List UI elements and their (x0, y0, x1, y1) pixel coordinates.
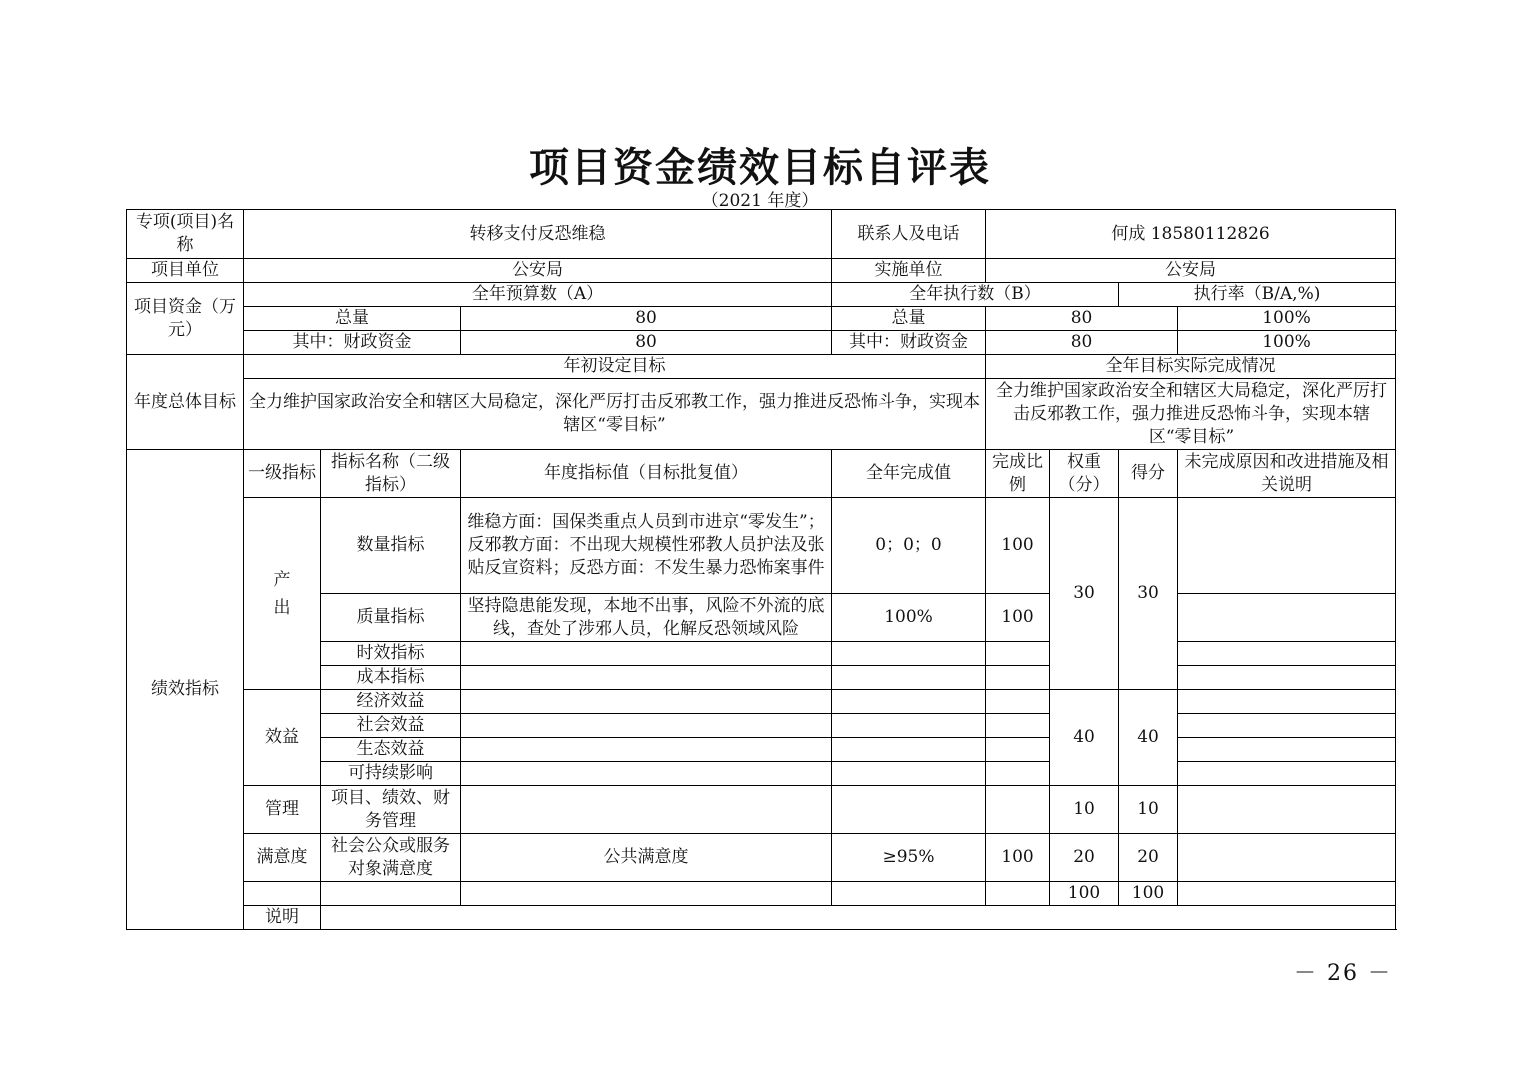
quality-reason (1178, 594, 1396, 642)
quality-target: 坚持隐患能发现，本地不出事，风险不外流的底线，查处了涉邪人员，化解反恐领域风险 (461, 594, 832, 642)
mgmt-score: 10 (1119, 786, 1178, 834)
cost-indicator: 成本指标 (321, 666, 461, 690)
sustain-indicator: 可持续影响 (321, 762, 461, 786)
sat-weight: 20 (1050, 834, 1119, 882)
sat-score: 20 (1119, 834, 1178, 882)
contact-label: 联系人及电话 (832, 210, 986, 259)
exec-label: 全年执行数（B） (832, 283, 1119, 307)
exec-total: 80 (986, 307, 1178, 331)
rate-total: 100% (1178, 307, 1396, 331)
eco-target (461, 738, 832, 762)
eco-ratio (986, 738, 1050, 762)
project-name-label: 专项(项目)名称 (127, 210, 244, 259)
funds-label: 项目资金（万元） (127, 283, 244, 355)
qty-indicator: 数量指标 (321, 498, 461, 594)
total-level1 (244, 882, 321, 906)
budget-total-label: 总量 (244, 307, 461, 331)
qty-reason (1178, 498, 1396, 594)
cost-target (461, 666, 832, 690)
rate-fiscal: 100% (1178, 331, 1396, 355)
social-reason (1178, 714, 1396, 738)
social-ratio (986, 714, 1050, 738)
project-unit-label: 项目单位 (127, 259, 244, 283)
total-done (832, 882, 986, 906)
econ-done (832, 690, 986, 714)
sustain-reason (1178, 762, 1396, 786)
sat-label: 满意度 (244, 834, 321, 882)
budget-label: 全年预算数（A） (244, 283, 832, 307)
qty-done: 0；0；0 (832, 498, 986, 594)
mgmt-indicator: 项目、绩效、财务管理 (321, 786, 461, 834)
sustain-target (461, 762, 832, 786)
perf-label: 绩效指标 (127, 450, 244, 930)
output-score: 30 (1119, 498, 1178, 690)
social-indicator: 社会效益 (321, 714, 461, 738)
goal-label: 年度总体目标 (127, 355, 244, 450)
social-target (461, 714, 832, 738)
sat-ratio: 100 (986, 834, 1050, 882)
mgmt-target (461, 786, 832, 834)
rate-label: 执行率（B/A,%) (1119, 283, 1396, 307)
quality-ratio: 100 (986, 594, 1050, 642)
mgmt-done (832, 786, 986, 834)
actual-goal-label: 全年目标实际完成情况 (986, 355, 1396, 379)
mgmt-weight: 10 (1050, 786, 1119, 834)
evaluation-table (126, 209, 1396, 930)
total-indicator (321, 882, 461, 906)
sat-indicator: 社会公众或服务对象满意度 (321, 834, 461, 882)
impl-unit-value: 公安局 (986, 259, 1396, 283)
econ-target (461, 690, 832, 714)
initial-goal-label: 年初设定目标 (244, 355, 986, 379)
actual-goal-text: 全力维护国家政治安全和辖区大局稳定，深化严厉打击反邪教工作，强力推进反恐怖斗争，实现本辖区“零目标” (986, 379, 1396, 450)
col-score: 得分 (1119, 450, 1178, 498)
page-title: 项目资金绩效目标自评表 (529, 145, 991, 191)
benefit-weight: 40 (1050, 690, 1119, 786)
budget-total: 80 (461, 307, 832, 331)
mgmt-ratio (986, 786, 1050, 834)
benefit-label: 效益 (244, 690, 321, 786)
col-level1: 一级指标 (244, 450, 321, 498)
cost-reason (1178, 666, 1396, 690)
output-weight: 30 (1050, 498, 1119, 690)
cost-ratio (986, 666, 1050, 690)
col-ratio: 完成比例 (986, 450, 1050, 498)
initial-goal-text: 全力维护国家政治安全和辖区大局稳定，深化严厉打击反邪教工作，强力推进反恐怖斗争，实现本辖区“零目标” (244, 379, 986, 450)
col-reason: 未完成原因和改进措施及相关说明 (1178, 450, 1396, 498)
econ-reason (1178, 690, 1396, 714)
qty-ratio: 100 (986, 498, 1050, 594)
budget-fiscal: 80 (461, 331, 832, 355)
qty-target: 维稳方面：国保类重点人员到市进京“零发生”；反邪教方面：不出现大规模性邪教人员护法及张贴反宣资料；反恐方面：不发生暴力恐怖案事件 (461, 498, 832, 594)
col-target-value: 年度指标值（目标批复值） (461, 450, 832, 498)
project-name-value: 转移支付反恐维稳 (244, 210, 832, 259)
col-actual-value: 全年完成值 (832, 450, 986, 498)
total-score: 100 (1119, 882, 1178, 906)
sustain-ratio (986, 762, 1050, 786)
total-ratio (986, 882, 1050, 906)
exec-fiscal: 80 (986, 331, 1178, 355)
total-reason (1178, 882, 1396, 906)
time-ratio (986, 642, 1050, 666)
sat-done: ≥95% (832, 834, 986, 882)
time-reason (1178, 642, 1396, 666)
total-weight: 100 (1050, 882, 1119, 906)
total-target (461, 882, 832, 906)
sustain-done (832, 762, 986, 786)
econ-indicator: 经济效益 (321, 690, 461, 714)
page-subtitle: （2021 年度） (701, 191, 819, 211)
eco-indicator: 生态效益 (321, 738, 461, 762)
budget-fiscal-label: 其中：财政资金 (244, 331, 461, 355)
quality-done: 100% (832, 594, 986, 642)
mgmt-reason (1178, 786, 1396, 834)
output-label: 产出 (244, 498, 321, 690)
sat-target: 公共满意度 (461, 834, 832, 882)
time-target (461, 642, 832, 666)
project-unit-value: 公安局 (244, 259, 832, 283)
time-done (832, 642, 986, 666)
eco-done (832, 738, 986, 762)
eco-reason (1178, 738, 1396, 762)
mgmt-label: 管理 (244, 786, 321, 834)
time-indicator: 时效指标 (321, 642, 461, 666)
note-label: 说明 (244, 906, 321, 930)
exec-fiscal-label: 其中：财政资金 (832, 331, 986, 355)
exec-total-label: 总量 (832, 307, 986, 331)
sat-reason (1178, 834, 1396, 882)
quality-indicator: 质量指标 (321, 594, 461, 642)
page-number: － 26 － (1294, 961, 1392, 986)
contact-value: 何成 18580112826 (986, 210, 1396, 259)
note-value (321, 906, 1396, 930)
impl-unit-label: 实施单位 (832, 259, 986, 283)
col-weight: 权重（分） (1050, 450, 1119, 498)
col-indicator-name: 指标名称（二级指标） (321, 450, 461, 498)
social-done (832, 714, 986, 738)
cost-done (832, 666, 986, 690)
econ-ratio (986, 690, 1050, 714)
benefit-score: 40 (1119, 690, 1178, 786)
